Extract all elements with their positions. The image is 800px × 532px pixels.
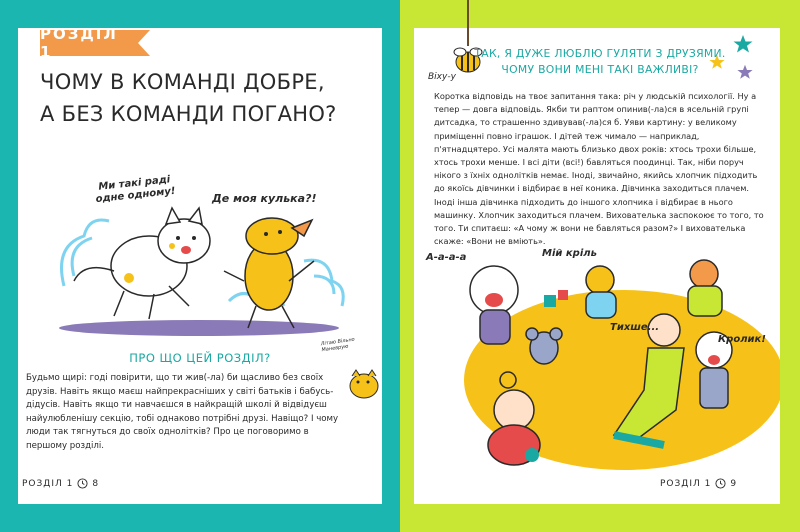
dog-speech-bubble: Де моя кулька?! bbox=[212, 192, 317, 205]
title-line-2: А БЕЗ КОМАНДИ ПОГАНО? bbox=[40, 102, 337, 126]
clock-icon bbox=[715, 478, 726, 489]
star-icon bbox=[732, 34, 754, 54]
cry-label: А-а-а-а bbox=[426, 252, 467, 263]
star-icon bbox=[736, 64, 754, 80]
cat-speech-bubble: Ми такі раді одне одному! bbox=[95, 174, 176, 206]
bunny-label: Кролик! bbox=[718, 334, 766, 345]
mine-label: Мій кріль bbox=[542, 248, 597, 259]
page-title bbox=[40, 66, 360, 130]
clock-icon bbox=[77, 478, 88, 489]
title-right-line-2: ЧОМУ ВОНИ МЕНІ ТАКІ ВАЖЛИВІ? bbox=[501, 63, 699, 76]
footer-chapter-label: РОЗДІЛ 1 bbox=[22, 478, 74, 489]
footer-right bbox=[660, 478, 737, 489]
hamster-icon bbox=[344, 360, 384, 404]
body-text-right: Коротка відповідь на твоє запитання така: річ у людській психології. Ну а тепер — довга відповідь. Якби ти раптом опинив(-ла)ся в ясельній групі дитсадка, то страшенно здивував(-ла)ся б. Уяви картину: у великому приміщенні повно іграшок. І дітей теж чимало — наприклад, п'ятнадцятеро. Усі малята мають близько двох років: хтось трохи більше, хтось трохи менше. І всі діти (всі!) бавляться поодинці. Так, ніби поруч нікого з їхніх однолітків немає. Іноді, звичайно, якийсь хлопчик підходить до якоїсь дівчинки і відбирає в неї коника. Дівчинка заходиться плачем. Іноді інша дівчинка підходить до іншого хлопчика і відбирає в нього машинку. Хлопчик заходиться плачем. Вихователька заспокоює то того, то того. Ти спитаєш: «А чому ж вони не бавляться разом?» І вихователька скаже: «Вони не вміють». bbox=[434, 91, 764, 247]
small-note: Літаю Вільно Маневрую bbox=[320, 336, 356, 354]
bee-label: Віху-у bbox=[428, 72, 456, 82]
page-number-left: 8 bbox=[92, 478, 100, 489]
footer-left bbox=[22, 478, 99, 489]
section-heading: ПРО ЩО ЦЕЙ РОЗДІЛ? bbox=[129, 351, 271, 365]
quiet-label: Тихше... bbox=[610, 322, 660, 333]
body-text-left: Будьмо щирі: годі повірити, що ти жив(-ла) би щасливо без своїх друзів. Навіть якщо маєш найпрекрасніших у світі батьків і бабусь-дідусів. Навіть якщо ти навчаєшся в найкращій школі й відвідуєш найулюбленішу секцію, тобі однаково потрібні друзі. Навіщо? І чому люди так тягнуться до своїх однолітків? Про це поговоримо в першому розділі. bbox=[26, 373, 339, 451]
page-title-right bbox=[470, 46, 730, 78]
title-line-1: ЧОМУ В КОМАНДІ ДОБРЕ, bbox=[40, 70, 325, 94]
footer-chapter-label-right: РОЗДІЛ 1 bbox=[660, 478, 712, 489]
title-right-line-1: ТАК, Я ДУЖЕ ЛЮБЛЮ ГУЛЯТИ З ДРУЗЯМИ. bbox=[474, 47, 726, 60]
chapter-label: РОЗДІЛ 1 bbox=[40, 25, 118, 61]
page-number-right: 9 bbox=[730, 478, 738, 489]
kindergarten-illustration bbox=[414, 240, 780, 470]
